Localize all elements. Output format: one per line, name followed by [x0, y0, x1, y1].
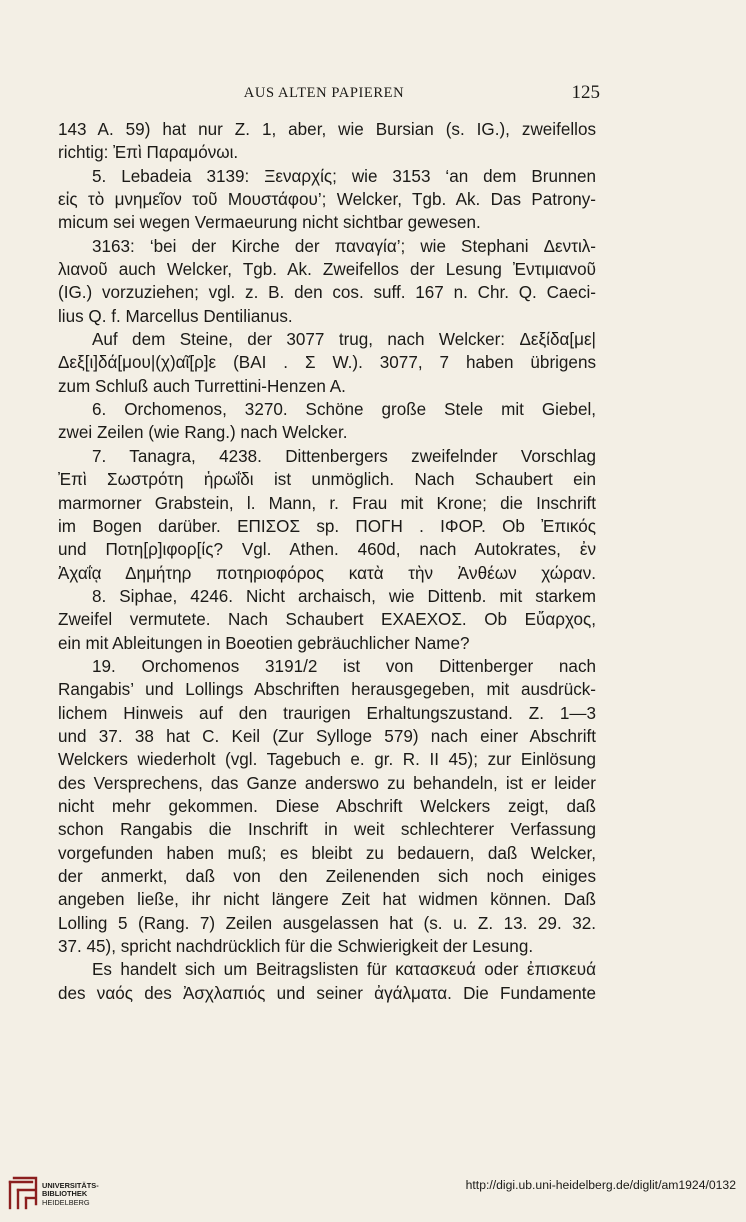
- library-emblem-icon: [6, 1174, 38, 1214]
- text-line: 3163: ‘bei der Kirche der παναγία’; wie Stephani Δεντιλ-: [92, 236, 596, 256]
- text-line: zum Schluß auch Turrettini-Henzen A.: [58, 376, 346, 396]
- text-line: Ἀχαΐᾳ Δημήτηρ ποτηριοφόρος κατὰ τὴν Ἀνθέων χώραν.: [58, 563, 596, 583]
- text-line: ein mit Ableitungen in Boeotien gebräuchlicher Name?: [58, 633, 470, 653]
- text-line: marmorner Grabstein, l. Mann, r. Frau mit Krone; die Inschrift: [58, 493, 596, 513]
- text-line: micum sei wegen Vermaeurung nicht sichtbar gewesen.: [58, 213, 481, 233]
- text-line: nicht mehr gekommen. Diese Abschrift Welckers zeigt, daß: [58, 796, 596, 816]
- text-line: εἰς τὸ μνημεῖον τοῦ Μουστάφου’; Welcker, Tgb. Ak. Das Patrony-: [58, 190, 596, 210]
- text-line: Auf dem Steine, der 3077 trug, nach Welcker: Δεξίδα[με|: [92, 330, 596, 350]
- text-line: Zweifel vermutete. Nach Schaubert ΕΧΑΕΧΟΣ. Ob Εὔαρχος,: [58, 610, 596, 630]
- running-head: AUS ALTEN PAPIEREN: [243, 85, 405, 101]
- library-name-line: UNIVERSITÄTS-: [42, 1181, 99, 1190]
- text-line: Welckers wiederholt (vgl. Tagebuch e. gr. R. II 45); zur Einlösung: [58, 750, 596, 770]
- text-line: angeben ließe, ihr nicht längere Zeit hat widmen können. Daß: [58, 890, 596, 910]
- page-number: 125: [571, 82, 600, 103]
- text-line: 19. Orchomenos 3191/2 ist von Dittenberger nach: [92, 656, 596, 676]
- source-url[interactable]: http://digi.ub.uni-heidelberg.de/diglit/am1924/0132: [465, 1178, 736, 1192]
- library-logo[interactable]: [6, 1174, 126, 1214]
- text-line: 143 A. 59) hat nur Z. 1, aber, wie Bursian (s. IG.), zweifellos: [58, 120, 596, 139]
- text-line: Lolling 5 (Rang. 7) Zeilen ausgelassen hat (s. u. Z. 13. 29. 32.: [58, 913, 596, 933]
- text-line: lichem Hinweis auf den traurigen Erhaltungszustand. Z. 1—3: [58, 703, 596, 723]
- text-line: 37. 45), spricht nachdrücklich für die Schwierigkeit der Lesung.: [58, 937, 534, 957]
- text-line: (IG.) vorzuziehen; vgl. z. B. den cos. suff. 167 n. Chr. Q. Caeci-: [58, 283, 596, 303]
- library-name-line: BIBLIOTHEK: [42, 1189, 88, 1199]
- text-line: vorgefunden haben muß; es bleibt zu bedauern, daß Welcker,: [58, 843, 596, 863]
- text-line: lius Q. f. Marcellus Dentilianus.: [58, 306, 293, 326]
- text-line: Rangabis’ und Lollings Abschriften herausgegeben, mit ausdrück-: [58, 680, 596, 700]
- library-name-line: HEIDELBERG: [42, 1197, 90, 1207]
- text-line: 8. Siphae, 4246. Nicht archaisch, wie Dittenb. mit starkem: [92, 586, 596, 606]
- text-line: zwei Zeilen (wie Rang.) nach Welcker.: [58, 423, 348, 443]
- text-line: 7. Tanagra, 4238. Dittenbergers zweifelnder Vorschlag: [92, 446, 596, 466]
- library-name: [42, 1182, 99, 1207]
- text-line: Δεξ[ι]δά[μου|(χ)αῖ[ρ]ε (BAI . Σ W.). 3077, 7 haben übrigens: [58, 353, 596, 373]
- footer: [0, 1170, 746, 1222]
- text-line: und Ποτη[ρ]ιφορ[ίς? Vgl. Athen. 460d, nach Autokrates, ἐν: [58, 540, 596, 560]
- text-line: des ναός des Ἀσχλαπιός und seiner ἀγάλματα. Die Fundamente: [58, 983, 596, 1003]
- text-line: schon Rangabis die Inschrift in weit schlechterer Verfassung: [58, 820, 596, 840]
- body-text: [58, 118, 596, 1005]
- text-line: im Bogen darüber. ΕΠΙΣΟΣ sp. ΠΟΓΗ . ΙΦΟΡ. Ob Ἐπικός: [58, 516, 596, 536]
- text-line: des Versprechens, das Ganze anderswo zu behandeln, ist er leider: [58, 773, 596, 793]
- text-line: Es handelt sich um Beitragslisten für κατασκευά oder ἐπισκευά: [92, 960, 596, 980]
- text-line: 5. Lebadeia 3139: Ξεναρχίς; wie 3153 ‘an dem Brunnen: [92, 166, 596, 186]
- text-line: der anmerkt, daß von den Zeilenenden sich noch einiges: [58, 867, 596, 886]
- text-line: 6. Orchomenos, 3270. Schöne große Stele mit Giebel,: [92, 400, 596, 420]
- text-line: λιανοῦ auch Welcker, Tgb. Ak. Zweifellos der Lesung Ἐντιμιανοῦ: [58, 260, 596, 280]
- text-line: richtig: Ἐπὶ Παραμόνωι.: [58, 143, 239, 163]
- text-line: und 37. 38 hat C. Keil (Zur Sylloge 579) nach einer Abschrift: [58, 726, 596, 746]
- page-header: [48, 82, 600, 106]
- text-line: Ἐπὶ Σωστρότη ἡρωΐδι ist unmöglich. Nach Schaubert ein: [58, 470, 596, 490]
